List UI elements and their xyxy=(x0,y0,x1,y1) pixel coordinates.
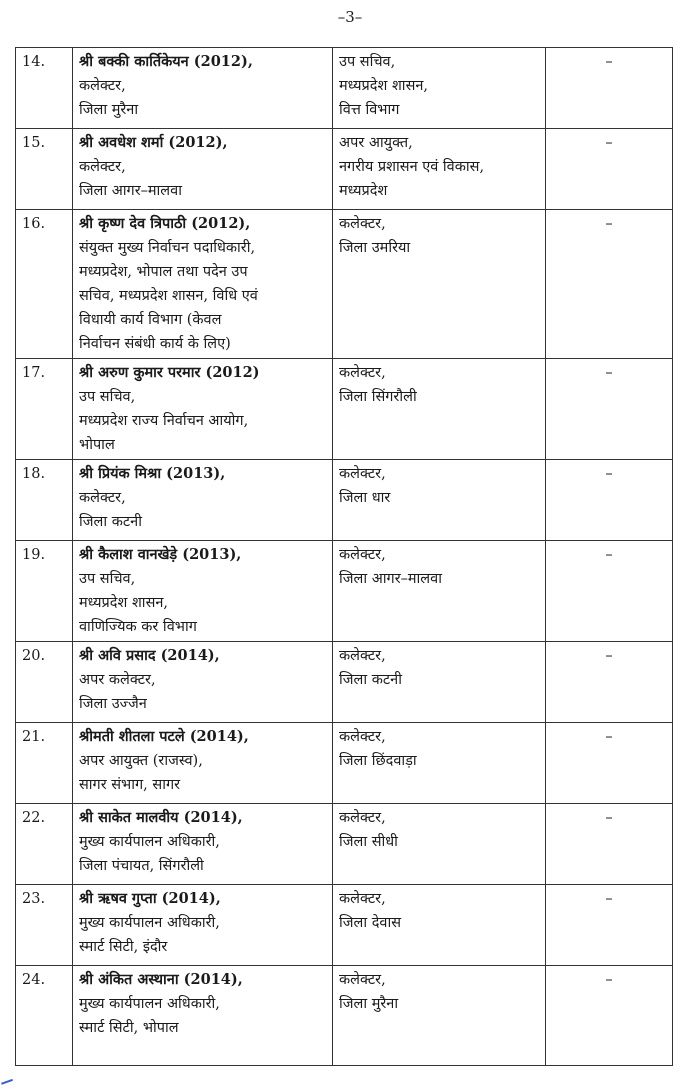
serial-number: 19. xyxy=(16,541,73,642)
new-posting-line: कलेक्टर, xyxy=(339,466,386,482)
new-posting-line: अपर आयुक्त, xyxy=(339,135,413,151)
serial-number: 14. xyxy=(16,48,73,129)
new-posting-line: नगरीय प्रशासन एवं विकास, xyxy=(339,159,485,175)
officer-name: श्री अरुण कुमार परमार (2012) xyxy=(79,364,260,381)
serial-number: 22. xyxy=(16,804,73,885)
current-posting-line: निर्वाचन संबंधी कार्य के लिए) xyxy=(79,336,231,352)
remark-cell: – xyxy=(546,359,673,460)
new-posting-line: जिला आगर–मालवा xyxy=(339,571,442,587)
new-posting-cell xyxy=(333,210,546,359)
new-posting-cell xyxy=(333,460,546,541)
officer-cell xyxy=(73,541,333,642)
current-posting-line: मध्यप्रदेश राज्य निर्वाचन आयोग, xyxy=(79,413,249,429)
current-posting-line: सचिव, मध्यप्रदेश शासन, विधि एवं xyxy=(79,288,258,304)
remark-cell: – xyxy=(546,210,673,359)
officer-name: श्री प्रियंक मिश्रा (2013), xyxy=(79,465,226,482)
current-posting-line: अपर कलेक्टर, xyxy=(79,672,156,688)
table-row xyxy=(16,129,673,210)
new-posting-line: जिला उमरिया xyxy=(339,240,411,256)
pen-mark xyxy=(0,1073,13,1085)
current-posting-line: भोपाल xyxy=(79,437,115,453)
serial-number: 20. xyxy=(16,642,73,723)
officer-name: श्री अवधेश शर्मा (2012), xyxy=(79,134,228,151)
new-posting-line: जिला कटनी xyxy=(339,672,402,688)
new-posting-line: जिला सिंगरौली xyxy=(339,389,417,405)
current-posting-line: जिला पंचायत, सिंगरौली xyxy=(79,858,204,874)
officer-cell xyxy=(73,723,333,804)
remark-cell: – xyxy=(546,723,673,804)
serial-number: 16. xyxy=(16,210,73,359)
new-posting-cell xyxy=(333,48,546,129)
page-number: –3– xyxy=(337,8,363,26)
officer-name: श्रीमती शीतला पटले (2014), xyxy=(79,728,249,745)
serial-number: 21. xyxy=(16,723,73,804)
officer-name: श्री कैलाश वानखेड़े (2013), xyxy=(79,546,242,563)
serial-number: 17. xyxy=(16,359,73,460)
new-posting-line: कलेक्टर, xyxy=(339,891,386,907)
new-posting-line: कलेक्टर, xyxy=(339,729,386,745)
new-posting-line: जिला मुरैना xyxy=(339,996,399,1012)
officer-cell xyxy=(73,885,333,966)
current-posting-line: उप सचिव, xyxy=(79,389,136,405)
current-posting-line: मुख्य कार्यपालन अधिकारी, xyxy=(79,915,220,931)
current-posting-line: कलेक्टर, xyxy=(79,490,126,506)
officer-cell xyxy=(73,804,333,885)
new-posting-line: मध्यप्रदेश xyxy=(339,183,388,199)
remark-cell: – xyxy=(546,48,673,129)
current-posting-line: मुख्य कार्यपालन अधिकारी, xyxy=(79,834,220,850)
current-posting-line: जिला मुरैना xyxy=(79,102,139,118)
new-posting-cell xyxy=(333,642,546,723)
new-posting-line: मध्यप्रदेश शासन, xyxy=(339,78,429,94)
new-posting-line: कलेक्टर, xyxy=(339,216,386,232)
officer-cell xyxy=(73,210,333,359)
new-posting-line: जिला देवास xyxy=(339,915,402,931)
current-posting-line: स्मार्ट सिटी, इंदौर xyxy=(79,939,168,955)
current-posting-line: जिला उज्जैन xyxy=(79,696,147,712)
new-posting-line: कलेक्टर, xyxy=(339,972,386,988)
new-posting-line: कलेक्टर, xyxy=(339,648,386,664)
remark-cell: – xyxy=(546,804,673,885)
new-posting-cell xyxy=(333,804,546,885)
remark-cell: – xyxy=(546,541,673,642)
current-posting-line: कलेक्टर, xyxy=(79,78,126,94)
officer-name: श्री साकेत मालवीय (2014), xyxy=(79,809,243,826)
remark-cell: – xyxy=(546,129,673,210)
new-posting-cell xyxy=(333,129,546,210)
table-row xyxy=(16,359,673,460)
officer-name: श्री कृष्ण देव त्रिपाठी (2012), xyxy=(79,215,251,232)
current-posting-line: सागर संभाग, सागर xyxy=(79,777,181,793)
table-row xyxy=(16,460,673,541)
table-row xyxy=(16,642,673,723)
table-row xyxy=(16,723,673,804)
current-posting-line: मध्यप्रदेश, भोपाल तथा पदेन उप xyxy=(79,264,248,280)
current-posting-line: उप सचिव, xyxy=(79,571,136,587)
serial-number: 23. xyxy=(16,885,73,966)
new-posting-line: जिला सीधी xyxy=(339,834,398,850)
officer-cell xyxy=(73,129,333,210)
new-posting-line: कलेक्टर, xyxy=(339,810,386,826)
remark-cell: – xyxy=(546,642,673,723)
officer-name: श्री अंकित अस्थाना (2014), xyxy=(79,971,243,988)
current-posting-line: मुख्य कार्यपालन अधिकारी, xyxy=(79,996,220,1012)
officer-cell xyxy=(73,460,333,541)
current-posting-line: संयुक्त मुख्य निर्वाचन पदाधिकारी, xyxy=(79,240,256,256)
officer-cell xyxy=(73,642,333,723)
transfer-table-body xyxy=(16,48,673,1066)
new-posting-cell xyxy=(333,885,546,966)
officer-cell xyxy=(73,48,333,129)
current-posting-line: मध्यप्रदेश शासन, xyxy=(79,595,169,611)
serial-number: 18. xyxy=(16,460,73,541)
officer-cell xyxy=(73,966,333,1066)
new-posting-cell xyxy=(333,723,546,804)
officer-name: श्री ऋषव गुप्ता (2014), xyxy=(79,890,221,907)
table-row xyxy=(16,48,673,129)
table-row xyxy=(16,804,673,885)
new-posting-line: उप सचिव, xyxy=(339,54,396,70)
current-posting-line: कलेक्टर, xyxy=(79,159,126,175)
new-posting-cell xyxy=(333,541,546,642)
remark-cell: – xyxy=(546,460,673,541)
new-posting-line: कलेक्टर, xyxy=(339,547,386,563)
current-posting-line: अपर आयुक्त (राजस्व), xyxy=(79,753,203,769)
serial-number: 15. xyxy=(16,129,73,210)
table-row xyxy=(16,966,673,1066)
current-posting-line: स्मार्ट सिटी, भोपाल xyxy=(79,1020,179,1036)
transfer-table xyxy=(15,47,673,1066)
new-posting-line: कलेक्टर, xyxy=(339,365,386,381)
serial-number: 24. xyxy=(16,966,73,1066)
remark-cell: – xyxy=(546,885,673,966)
new-posting-line: वित्त विभाग xyxy=(339,102,400,118)
new-posting-line: जिला छिंदवाड़ा xyxy=(339,753,417,769)
current-posting-line: वाणिज्यिक कर विभाग xyxy=(79,619,197,635)
table-row xyxy=(16,541,673,642)
table-row xyxy=(16,210,673,359)
new-posting-cell xyxy=(333,966,546,1066)
current-posting-line: जिला कटनी xyxy=(79,514,142,530)
table-row xyxy=(16,885,673,966)
current-posting-line: जिला आगर–मालवा xyxy=(79,183,182,199)
officer-cell xyxy=(73,359,333,460)
new-posting-line: जिला धार xyxy=(339,490,391,506)
current-posting-line: विधायी कार्य विभाग (केवल xyxy=(79,312,222,328)
officer-name: श्री अवि प्रसाद (2014), xyxy=(79,647,220,664)
remark-cell: – xyxy=(546,966,673,1066)
officer-name: श्री बक्की कार्तिकेयन (2012), xyxy=(79,53,253,70)
new-posting-cell xyxy=(333,359,546,460)
